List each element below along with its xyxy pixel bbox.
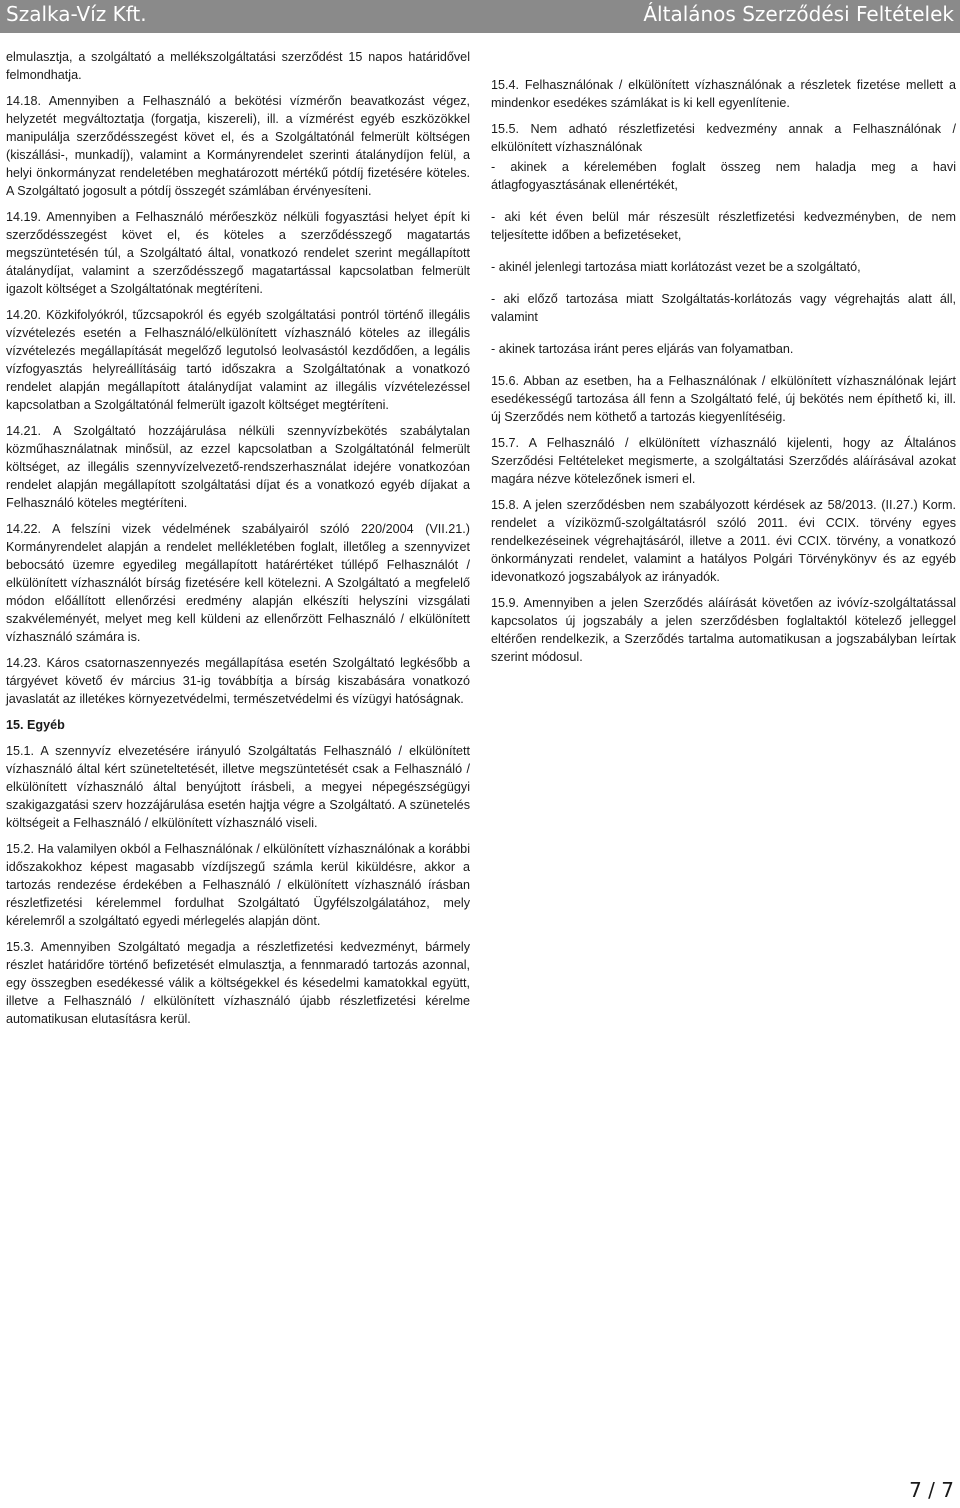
list-item: - akinek tartozása iránt peres eljárás van folyamatban. bbox=[491, 342, 794, 356]
paragraph-15-1: 15.1. A szennyvíz elvezetésére irányuló Szolgáltatás Felhasználó / elkülönített vízhasználó által kért szüneteltetését, illetve megszüntetését csak a Felhasználó / elkülönített vízhasználó által benyújtott írásbeli, a megyei népegészségügyi szakigazgatási szerv hozzájárulása esetén hajtja végre a Szolgáltató. A szünetelés költségeit a Felhasználó / elkülönített vízhasználó viseli. bbox=[6, 744, 470, 830]
list-item: - akinek a kérelemében foglalt összeg nem haladja meg a havi átlagfogyasztásának ellenértékét, bbox=[491, 160, 956, 192]
list-item: - akinél jelenlegi tartozása miatt korlátozást vezet be a szolgáltató, bbox=[491, 260, 861, 274]
paragraph-14-23: 14.23. Káros csatornaszennyezés megállapítása esetén Szolgáltató legkésőbb a tárgyévet követő év március 31-ig továbbítja a bírság kiszabására vonatkozó javaslatát az illetékes környezetvédelmi, természetvédelmi és vízügyi hatóságnak. bbox=[6, 656, 470, 706]
list-item: - aki előző tartozása miatt Szolgáltatás-korlátozás vagy végrehajtás alatt áll, valamint bbox=[491, 292, 956, 324]
paragraph-15-2: 15.2. Ha valamilyen okból a Felhasználónak / elkülönített vízhasználónak a korábbi időszakokhoz képest magasabb vízdíjszegű számla kerül kiküldésre, akkor a tartozás rendezése érdekében a Felhasználó / elkülönített vízhasználó írásban részletfizetési kérelemmel fordulhat Szolgáltató Ügyfélszolgálatához, mely kérelemről a szolgáltató egyedi mérlegelés alapján dönt. bbox=[6, 842, 470, 928]
paragraph-14-20: 14.20. Közkifolyókról, tűzcsapokról és egyéb szolgáltatási pontról történő illegális vízvételezés esetén a Felhasználó/elkülönített vízhasználó köteles az illegális vízvételezés megállapítását megelőző legutolsó leolvasástól kezdődően, a legális vízfogyasztás helyreállításáig tartó időszakra a Szolgáltatónak a vonatkozó rendelet alapján megállapított átalánydíjat valamint az illegális vízvételezéssel kapcsolatban a Szolgáltatónál felmerült igazolt költséget megtéríteni. bbox=[6, 308, 470, 412]
company-name: Szalka-Víz Kft. bbox=[6, 2, 147, 26]
document-title: Általános Szerződési Feltételek bbox=[643, 2, 954, 26]
paragraph-15-9: 15.9. Amennyiben a jelen Szerződés aláírását követően az ivóvíz-szolgáltatással kapcsolatos új jogszabály a jelen szerződésben foglaltaktól kötelező jelleggel eltérően rendelkezik, a Szerződés tartalma automatikusan a jogszabályban leírtak szerint módosul. bbox=[491, 596, 956, 664]
page-header bbox=[0, 0, 960, 33]
section-title-15: 15. Egyéb bbox=[6, 718, 65, 732]
paragraph-15-4: 15.4. Felhasználónak / elkülönített vízhasználónak a részletek fizetése mellett a mindenkor esedékes számlákat is ki kell egyenlítenie. bbox=[491, 78, 956, 110]
paragraph-15-6: 15.6. Abban az esetben, ha a Felhasználónak / elkülönített vízhasználónak lejárt esedékességű tartozása áll fenn a Szolgáltató felé, új bekötés nem építhető ki, ill. új Szerződés nem köthető a tartozás kiegyenlítéséig. bbox=[491, 374, 956, 424]
left-column bbox=[6, 48, 470, 1036]
paragraph: elmulasztja, a szolgáltató a mellékszolgáltatási szerződést 15 napos határidővel felmondhatja. bbox=[6, 50, 470, 82]
right-column bbox=[491, 76, 956, 674]
list-item: - aki két éven belül már részesült részletfizetési kedvezményben, de nem teljesítette időben a befizetéseket, bbox=[491, 210, 956, 242]
paragraph-14-18: 14.18. Amennyiben a Felhasználó a bekötési vízmérőn beavatkozást végez, helyzetét megváltoztatja (forgatja, kiszereli), ill. a vízmérést egyéb eszközökkel manipulálja szerződésszegést követ el, és a Szolgáltatónál felmerült költségen (kiszállási-, munkadíj), valamint a Kormányrendelet szerinti átalánydíjon felül, a helyi önkormányzat rendeletében meghatározott mértékű pótdíj fizetésére köteles. A Szolgáltató jogosult a pótdíj összegét számlában érvényesíteni. bbox=[6, 94, 470, 198]
paragraph-14-19: 14.19. Amennyiben a Felhasználó mérőeszköz nélküli fogyasztási helyet épít ki szerződésszegést követ el, és köteles a szerződésszegő magatartás megszüntetésén túl, a Szolgáltató által, vonatkozó rendelet szerint megállapított átalánydíjat, valamint a szerződésszegő magatartással kapcsolatban felmerült igazolt költséget a Szolgáltatónak megtéríteni. bbox=[6, 210, 470, 296]
page-number: 7 / 7 bbox=[909, 1478, 954, 1502]
paragraph-15-8: 15.8. A jelen szerződésben nem szabályozott kérdések az 58/2013. (II.27.) Korm. rendelet a víziközmű-szolgáltatásról szóló 2011. évi CCIX. törvény egyes rendelkezéseinek végrehajtásáról, illetve a 2011. évi CCIX. törvény, a vonatkozó önkormányzati rendelet, valamint a hatályos Polgári Törvénykönyv és az egyéb idevonatkozó jogszabályok az irányadók. bbox=[491, 498, 956, 584]
paragraph-14-22: 14.22. A felszíni vizek védelmének szabályairól szóló 220/2004 (VII.21.) Kormányrendelet alapján a rendelet mellékletében foglalt, illetőleg a szennyvizet bebocsátó üzemre egyedileg megállapított határértéket túllépő Felhasználót / elkülönített vízhasználót bírság fizetésére kell kötelezni. A Szolgáltató a megfelelő módon előállított ellenőrzési eredmény alapján elkészíti helyszíni vizsgálati szakvéleményét, melyet meg kell küldeni az ellenőrzött Felhasználó / elkülönített vízhasználó számára is. bbox=[6, 522, 470, 644]
paragraph-15-7: 15.7. A Felhasználó / elkülönített vízhasználó kijelenti, hogy az Általános Szerződési Feltételeket megismerte, a szolgáltatási Szerződés aláírásával azokat magára nézve kötelezőnek ismeri el. bbox=[491, 436, 956, 486]
paragraph-15-3: 15.3. Amennyiben Szolgáltató megadja a részletfizetési kedvezményt, bármely részlet határidőre történő befizetését elmulasztja, a fennmaradó tartozás azonnal, egy összegben esedékessé válik a költségekkel és késedelmi kamatokkal együtt, illetve a Felhasználó / elkülönített vízhasználó újabb részletfizetési kérelme automatikusan elutasításra kerül. bbox=[6, 940, 470, 1026]
paragraph-14-21: 14.21. A Szolgáltató hozzájárulása nélküli szennyvízbekötés szabálytalan közműhasználatnak minősül, az ezzel kapcsolatban a Szolgáltatónál felmerült költséget, az illegális szennyvízelvezető-rendszerhasználat idejére vonatkozóan rendelet alapján megállapított szolgáltatási díjat és a vonatkozó egyéb díjakat a Felhasználó köteles megtéríteni. bbox=[6, 424, 470, 510]
paragraph-15-5: 15.5. Nem adható részletfizetési kedvezmény annak a Felhasználónak / elkülönített vízhasználónak bbox=[491, 122, 956, 154]
